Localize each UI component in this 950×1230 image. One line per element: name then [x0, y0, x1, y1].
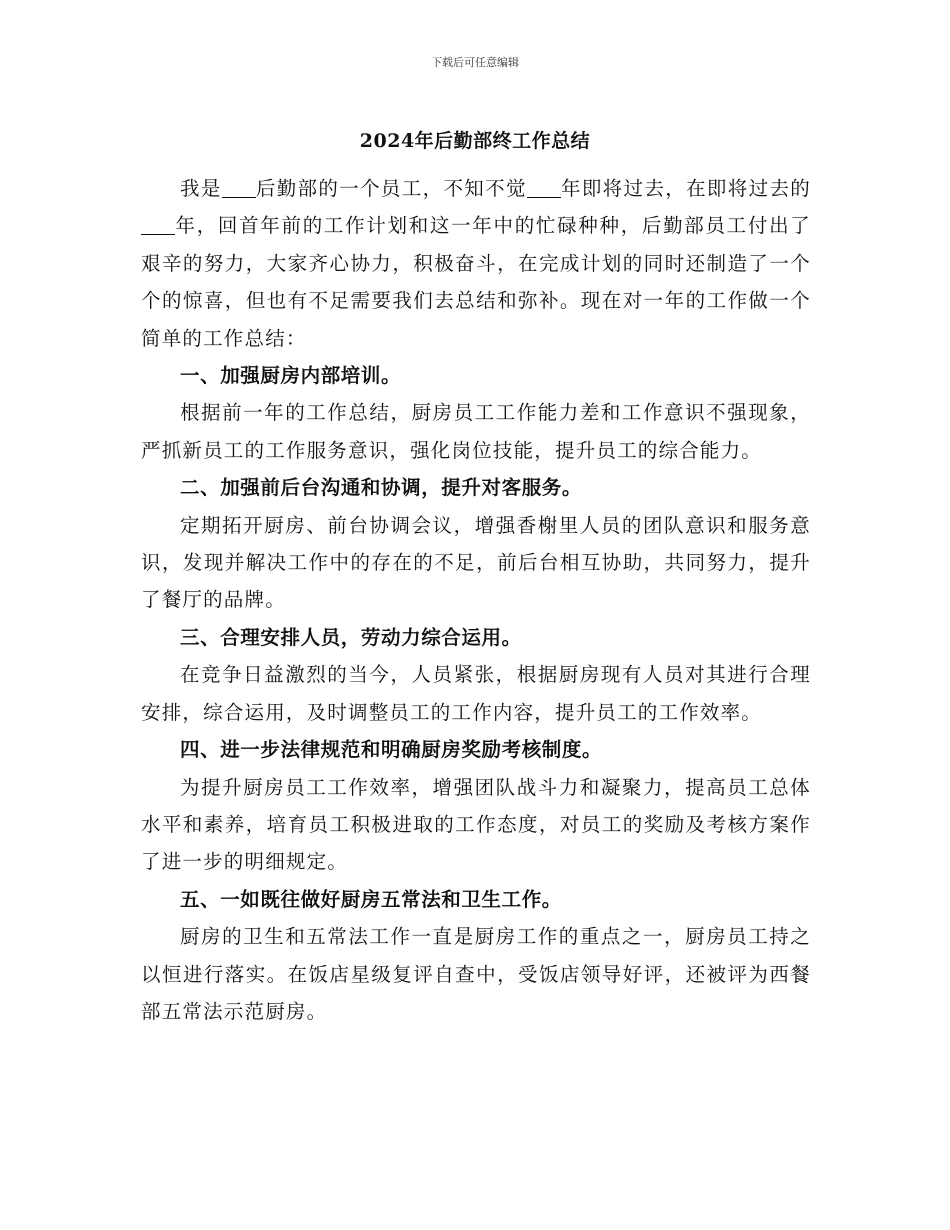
header-note: 下载后可任意编辑	[431, 56, 519, 69]
document-body	[141, 170, 811, 1030]
fill-blank	[527, 178, 561, 199]
intro-text-4: 年，回首年前的工作计划和这一年中的忙碌种种，后勤部员工付出了艰辛的努力，大家齐心协力，积极奋斗，在完成计划的同时还制造了一个个的惊喜，但也有不足需要我们去总结和弥补。现在对一年的工作做一个简单的工作总结：	[141, 214, 811, 350]
intro-text-1: 我是	[180, 177, 222, 200]
document-title: 2024年后勤部终工作总结	[359, 130, 591, 152]
intro-text-3: 年即将过去，在即将过去的	[560, 177, 811, 200]
intro-paragraph	[141, 170, 811, 357]
fill-blank	[141, 215, 175, 236]
section-body: 为提升厨房员工工作效率，增强团队战斗力和凝聚力，提高员工总体水平和素养，培育员工积极进取的工作态度，对员工的奖励及考核方案作了进一步的明细规定。	[141, 775, 811, 874]
section-heading: 三、合理安排人员，劳动力综合运用。	[180, 625, 522, 649]
section-heading: 五、一如既往做好厨房五常法和卫生工作。	[180, 887, 562, 911]
section-heading: 一、加强厨房内部培训。	[180, 364, 402, 388]
section-body: 定期拓开厨房、前台协调会议，增强香榭里人员的团队意识和服务意识，发现并解决工作中的存在的不足，前后台相互协助，共同努力，提升了餐厅的品牌。	[141, 513, 811, 612]
section-body: 在竞争日益激烈的当今，人员紧张，根据厨房现有人员对其进行合理安排，综合运用，及时调整员工的工作内容，提升员工的工作效率。	[141, 663, 811, 724]
section-heading: 四、进一步法律规范和明确厨房奖励考核制度。	[180, 738, 603, 762]
section-heading: 二、加强前后台沟通和协调，提升对客服务。	[180, 476, 583, 500]
fill-blank	[222, 178, 256, 199]
section-body: 厨房的卫生和五常法工作一直是厨房工作的重点之一，厨房员工持之以恒进行落实。在饭店星级复评自查中，受饭店领导好评，还被评为西餐部五常法示范厨房。	[141, 925, 811, 1023]
section-body: 根据前一年的工作总结，厨房员工工作能力差和工作意识不强现象，严抓新员工的工作服务意识，强化岗位技能，提升员工的综合能力。	[141, 401, 811, 462]
intro-text-2: 后勤部的一个员工，不知不觉	[255, 177, 527, 200]
